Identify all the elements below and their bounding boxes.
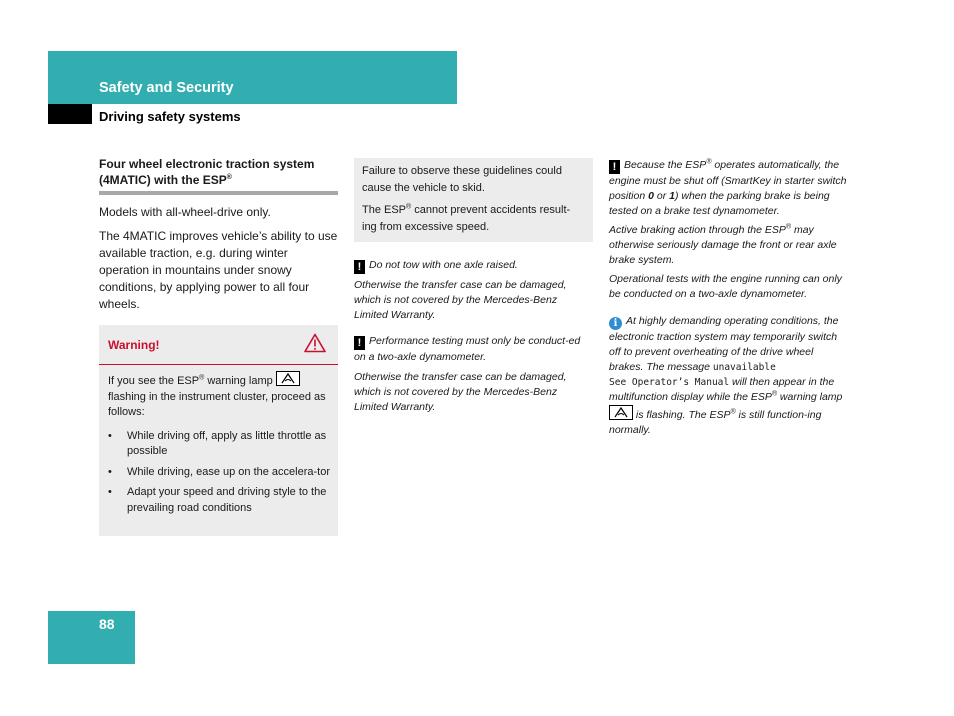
page-number-box (48, 611, 135, 664)
exclamation-icon: ! (354, 260, 365, 274)
warning-body (108, 371, 330, 516)
note-braking: Active braking action through the ESP® may otherwise seriously damage the front or rear axle brake system. (609, 223, 837, 266)
note-dynamometer: ! Because the ESP® operates automatically, the engine must be shut off (SmartKey in starter switch position 0 or 1) when the parking brake is being tested on a brake test dynamometer. (609, 158, 847, 217)
esp-warning-lamp-icon (276, 371, 300, 386)
warning-triangle-icon (304, 333, 326, 353)
intro-paragraph: Models with all-wheel-drive only. (99, 205, 271, 219)
list-item: • While driving off, apply as little throttle as possible (108, 429, 330, 460)
esp-warning-lamp-icon (609, 405, 633, 420)
header-band (48, 51, 457, 104)
exclamation-icon: ! (609, 160, 620, 174)
section-title: Safety and Security (99, 80, 234, 96)
section-tab-marker (48, 104, 92, 124)
info-icon: i (609, 317, 622, 330)
note-performance-follow: Otherwise the transfer case can be damaged, which is not covered by the Mercedes-Benz Limited Warranty. (354, 371, 567, 413)
article-heading: Four wheel electronic traction system (4MATIC) with the ESP® (99, 157, 315, 187)
display-message: unavailable (712, 362, 776, 373)
info-note: i At highly demanding operating conditions, the electronic traction system may temporarily switch off to prevent overheating of the drive wheel brakes. The message unavailable See Operator’s Manual will then appear in the multifunction display while the ESP® warning lamp is flashing. The ESP® is still function-ing normally. (609, 315, 843, 436)
caution-box (354, 158, 593, 242)
page-number: 88 (99, 616, 115, 632)
display-message: See Operator’s Manual (609, 377, 730, 388)
warning-label: Warning! (108, 338, 160, 352)
warning-box (99, 325, 338, 536)
list-item: • While driving, ease up on the accelera-tor (108, 465, 330, 481)
note-towing: ! Do not tow with one axle raised. (354, 258, 593, 274)
warning-header (99, 325, 338, 365)
exclamation-icon: ! (354, 336, 365, 350)
warning-bullet-list (108, 429, 330, 517)
note-towing-follow: Otherwise the transfer case can be damaged, which is not covered by the Mercedes-Benz Limited Warranty. (354, 279, 567, 321)
list-item: • Adapt your speed and driving style to the prevailing road conditions (108, 485, 330, 516)
caution-text: Failure to observe these guidelines could cause the vehicle to skid. (362, 165, 562, 194)
heading-rule (99, 191, 338, 195)
caution-text: The ESP® cannot prevent accidents result-ing from excessive speed. (362, 203, 571, 233)
note-performance-testing: ! Performance testing must only be conduct-ed on a two-axle dynamometer. (354, 335, 581, 363)
warning-intro: If you see the ESP® warning lamp flashing in the instrument cluster, proceed as follows: (108, 371, 330, 421)
subsection-title: Driving safety systems (99, 109, 241, 124)
note-operational-tests: Operational tests with the engine running can only be conducted on a two-axle dynamometer. (609, 273, 842, 300)
body-paragraph: The 4MATIC improves vehicle’s ability to use available traction, e.g. during winter operation in mountains under snowy conditions, by applying power to all four wheels. (99, 229, 338, 311)
